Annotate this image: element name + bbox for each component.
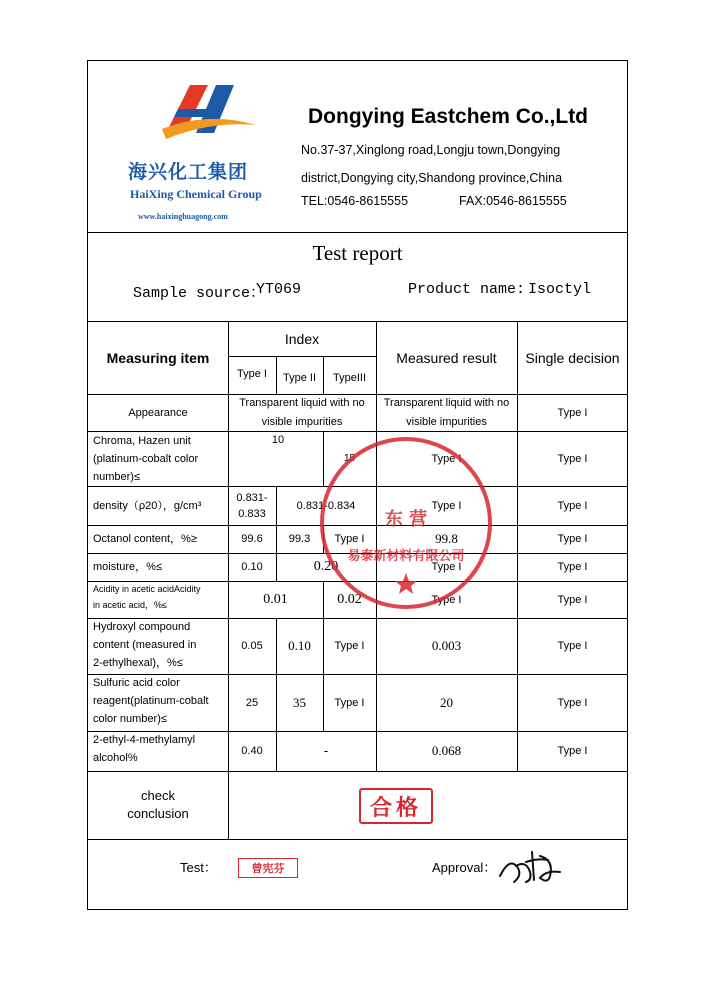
header-measuring-item: Measuring item: [106, 349, 210, 366]
row-moisture-t1: 0.10: [241, 561, 263, 573]
row-acidity-t12: 0.01: [263, 591, 288, 607]
row-hydroxyl-t2: 0.10: [288, 638, 311, 653]
row-moisture-decision: Type I: [557, 561, 588, 573]
logo-en-name: HaiXing Chemical Group: [130, 187, 262, 201]
company-fax: FAX:0546-8615555: [459, 194, 567, 208]
item-line: 2-ethyl-4-methylamyl: [93, 734, 196, 746]
row-hydroxyl-item: [88, 618, 228, 674]
row-appearance-index: Transparent liquid with no visible impurities: [239, 396, 365, 428]
report-title: Test report: [312, 241, 403, 265]
row-octanol-decision: Type I: [557, 533, 588, 545]
row-sulfuric-item: [88, 674, 228, 731]
header-type1: Type I: [237, 368, 267, 380]
approval-label: Approval：: [432, 860, 497, 875]
row-ethylamyl-t23: -: [323, 743, 329, 758]
item-line: number)≤: [93, 470, 140, 483]
row-chroma-decision: Type I: [557, 452, 588, 465]
index-subheader-line: [228, 356, 376, 357]
tester-stamp-text: 曾宪芬: [251, 862, 285, 875]
check-conclusion-label: check conclusion: [127, 788, 189, 821]
product-name-label: Product name:: [408, 281, 526, 298]
header-type3: TypeIII: [332, 372, 367, 384]
row-acidity-t3: 0.02: [337, 591, 362, 607]
approval-signature-icon: [496, 846, 566, 886]
haixing-logo: [118, 81, 268, 221]
header-index: Index: [284, 331, 320, 347]
item-line: Chroma, Hazen unit: [93, 434, 191, 447]
company-address-line2: district,Dongying city,Shandong province,China: [301, 171, 563, 185]
tester-stamp: [238, 858, 298, 878]
item-line: reagent(platinum-cobalt: [93, 695, 209, 707]
row-sulfuric-t2: 35: [293, 694, 306, 710]
item-line: content (measured in: [93, 639, 197, 651]
row-appearance-result: Transparent liquid with no visible impurities: [383, 396, 510, 428]
row-ethylamyl-result: 0.068: [431, 743, 462, 758]
row-acidity-item: [88, 581, 228, 618]
item-line: Acidity in acetic acidAcidity: [93, 584, 201, 594]
row-octanol-item: Octanol content，%≥: [93, 533, 197, 545]
row-chroma-item: [88, 431, 228, 486]
row-density-item: density（ρ20），g/cm³: [93, 499, 202, 512]
row-hydroxyl-t3: Type I: [334, 640, 365, 652]
company-address-line1: No.37-37,Xinglong road,Longju town,Dongying: [301, 143, 561, 157]
row-octanol-result: 99.8: [435, 531, 458, 546]
haixing-logo-mark-icon: [118, 81, 268, 151]
product-name-value: Isoctyl: [528, 281, 592, 298]
header-measured-result: Measured result: [396, 349, 497, 366]
row-acidity-result: Type I: [431, 593, 462, 606]
row-sulfuric-result: 20: [440, 694, 453, 710]
divider: [88, 232, 627, 233]
sample-source-value: YT069: [256, 281, 302, 298]
row-sulfuric-t1: 25: [245, 696, 259, 709]
sample-source-label: Sample source：: [133, 285, 266, 302]
header-type2: Type II: [282, 372, 317, 384]
report-frame: [87, 60, 628, 910]
row-appearance-decision: Type I: [557, 406, 588, 419]
row-hydroxyl-decision: Type I: [557, 640, 588, 652]
row-density-decision: Type I: [557, 499, 588, 512]
row-hydroxyl-result: 0.003: [431, 638, 462, 653]
header-single-decision: Single decision: [525, 349, 620, 366]
row-ethylamyl-decision: Type I: [557, 745, 588, 757]
row-appearance-item: Appearance: [128, 406, 188, 419]
row-density-t23: 0.831-0.834: [296, 499, 356, 512]
row-density-t1: 0.831- 0.833: [236, 491, 268, 520]
row-hydroxyl-t1: 0.05: [241, 640, 263, 652]
round-stamp-line1: 东 营: [384, 509, 428, 530]
row-density-result: Type I: [431, 499, 462, 512]
item-line: alcohol%: [93, 752, 138, 764]
item-line: Hydroxyl compound: [93, 621, 191, 633]
row-chroma-result: Type I: [431, 452, 462, 465]
row-octanol-t3: Type I: [334, 533, 365, 545]
row-ethylamyl-item: [88, 731, 228, 771]
item-line: in acetic acid，%≤: [93, 600, 167, 610]
row-moisture-item: moisture，%≤: [93, 561, 162, 573]
test-label: Test：: [180, 860, 217, 875]
row-acidity-decision: Type I: [557, 593, 588, 606]
company-round-stamp: [316, 433, 496, 613]
item-line: (platinum-cobalt color: [93, 452, 199, 465]
row-octanol-t1: 99.6: [241, 533, 263, 545]
logo-cn-name: 海兴化工集团: [128, 161, 249, 183]
company-tel: TEL:0546-8615555: [301, 194, 409, 208]
row-moisture-t23: 0.20: [313, 559, 339, 574]
round-stamp-line2: 易泰新材料有限公司: [347, 549, 465, 564]
row-sulfuric-t3: Type I: [334, 696, 365, 709]
logo-url: www.haixinghuagong.com: [138, 212, 228, 221]
row-octanol-t2: 99.3: [288, 533, 311, 545]
row-ethylamyl-t1: 0.40: [241, 745, 263, 757]
item-line: Sulfuric acid color: [93, 677, 180, 689]
qualified-stamp: [359, 788, 433, 824]
item-line: 2-ethylhexal)，%≤: [93, 657, 183, 669]
row-sulfuric-decision: Type I: [557, 696, 588, 709]
row-moisture-result: Type I: [431, 561, 462, 573]
row-chroma-t1: 10: [271, 434, 285, 446]
company-name: Dongying Eastchem Co.,Ltd: [308, 105, 589, 128]
item-line: color number)≤: [93, 713, 167, 725]
qualified-stamp-text: 合格: [369, 795, 422, 821]
table-bottom-border: [88, 839, 627, 840]
row-chroma-t3: 15: [343, 452, 356, 464]
